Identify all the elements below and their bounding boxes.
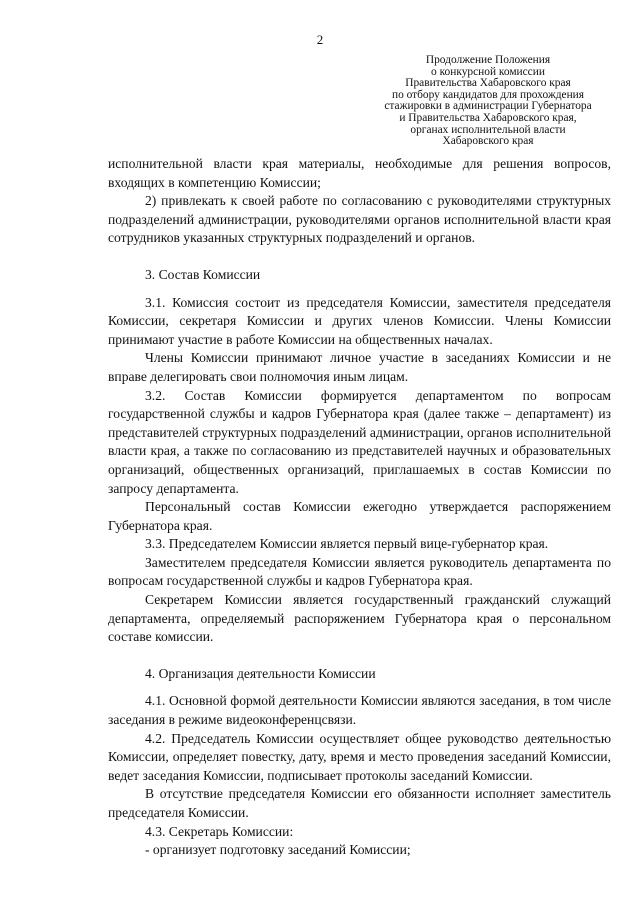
paragraph: 3.3. Председателем Комиссии является первый вице-губернатор края. bbox=[145, 536, 549, 552]
header-line: органах исполнительной власти bbox=[410, 123, 566, 136]
paragraph: 4.1. Основной формой деятельности Комиссии являются заседания, в том числе заседания в режиме видеоконференцсвязи. bbox=[108, 693, 611, 728]
header-line: по отбору кандидатов для прохождения bbox=[391, 88, 585, 101]
header-line: о конкурсной комиссии bbox=[431, 65, 545, 78]
paragraph: 3.1. Комиссия состоит из председателя Комиссии, заместителя председателя Комиссии, секретаря Комиссии и других членов Комиссии. Члены Комиссии принимают участие в работе Комиссии на общественных началах. bbox=[108, 294, 611, 347]
paragraph: 2) привлекать к своей работе по согласованию с руководителями структурных подразделений администрации, руководителями органов исполнительной власти края сотрудников указанных структурных подразделений и органов. bbox=[108, 193, 611, 246]
paragraph: Секретарем Комиссии является государственный гражданский служащий департамента, определяемый распоряжением Губернатора края о персональном составе комиссии. bbox=[108, 592, 611, 645]
header-line: Хабаровского края bbox=[442, 135, 534, 148]
list-item: - организует подготовку заседаний Комиссии; bbox=[145, 842, 411, 858]
page-number: 2 bbox=[316, 32, 324, 47]
section-heading: 3. Состав Комиссии bbox=[145, 266, 261, 282]
section-heading: 4. Организация деятельности Комиссии bbox=[145, 665, 376, 681]
header-line: и Правительства Хабаровского края, bbox=[399, 111, 577, 124]
header-line: стажировки в администрации Губернатора bbox=[384, 100, 592, 113]
header-line: Правительства Хабаровского края bbox=[405, 77, 571, 90]
paragraph: 4.3. Секретарь Комиссии: bbox=[145, 823, 294, 839]
document-header bbox=[338, 55, 638, 148]
header-line: Продолжение Положения bbox=[425, 54, 551, 66]
paragraph: исполнительной власти края материалы, необходимые для решения вопросов, входящих в компетенцию Комиссии; bbox=[108, 156, 611, 190]
paragraph: 3.2. Состав Комиссии формируется департаментом по вопросам государственной службы и кадров Губернатора края (далее также – департамент) из представителей структурных подразделений администрации, органов исполнительной власти края, а также по согласованию из представителей научных и образовательных организаций, общественных организаций, приглашаемых в состав Комиссии по запросу департамента. bbox=[108, 387, 611, 496]
paragraph: Заместителем председателя Комиссии является руководитель департамента по вопросам государственной службы и кадров Губернатора края. bbox=[108, 554, 611, 589]
paragraph: В отсутствие председателя Комиссии его обязанности исполняет заместитель председателя Комиссии. bbox=[108, 786, 611, 820]
paragraph: 4.2. Председатель Комиссии осуществляет общее руководство деятельностью Комиссии, определяет повестку, дату, время и место проведения заседаний Комиссии, ведет заседания Комиссии, подписывает протоколы заседаний Комиссии. bbox=[108, 730, 611, 783]
document-body bbox=[108, 155, 611, 860]
paragraph: Персональный состав Комиссии ежегодно утверждается распоряжением Губернатора края. bbox=[108, 499, 611, 533]
paragraph: Члены Комиссии принимают личное участие в заседаниях Комиссии и не вправе делегировать свои полномочия иным лицам. bbox=[108, 350, 611, 384]
